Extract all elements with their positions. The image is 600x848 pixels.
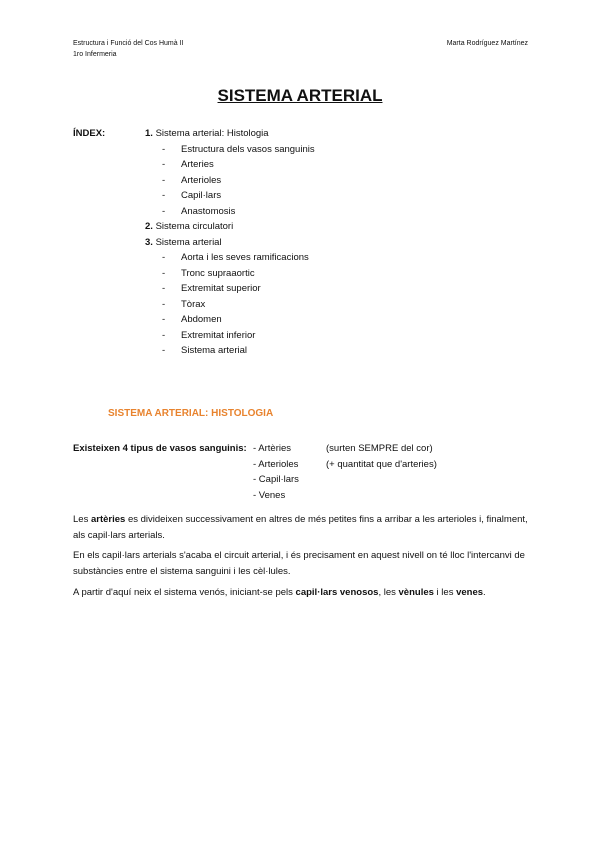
- paragraph-capillaries: En els capil·lars arterials s'acaba el circuit arterial, i és precisament en aquest nivell on té lloc l'intercanvi de substàncies entre el sistema sanguini i les cèl·lules.: [73, 550, 525, 577]
- toc-item: - Tòrax: [162, 298, 206, 310]
- toc-item-label: Sistema arterial: [181, 345, 247, 356]
- toc-section-number: 1.: [145, 128, 153, 139]
- paragraph-text: A partir d'aquí neix el sistema venós, iniciant-se pels: [73, 587, 296, 598]
- header-degree: 1ro Infermeria: [73, 51, 117, 58]
- toc-section-label: Sistema arterial: Histologia: [155, 128, 269, 139]
- toc-item: - Extremitat superior: [162, 283, 261, 294]
- toc-item-label: Abdomen: [181, 314, 222, 325]
- paragraph-text: i les: [433, 587, 457, 598]
- toc-item-label: Tronc supraaortic: [181, 267, 255, 279]
- paragraph-bold-term: capil·lars venosos: [295, 587, 379, 598]
- toc-item-label: Estructura dels vasos sanguinis: [181, 143, 315, 155]
- toc-item: - Estructura dels vasos sanguinis: [162, 143, 315, 155]
- toc-item: - Arteries: [162, 159, 214, 170]
- toc-item: - Sistema arterial: [162, 345, 247, 356]
- vessel-type-name: - Artèries: [253, 443, 292, 454]
- toc-item-label: Arteries: [181, 159, 214, 170]
- paragraph-venous-system: [73, 585, 528, 601]
- vessel-type-name: - Venes: [253, 489, 286, 501]
- paragraph-text: es divideixen successivament en altres de més petites fins a arribar a les arterioles i, finalment, als capil·lars arterials.: [73, 514, 528, 541]
- paragraph-bold-term: venes: [456, 587, 484, 598]
- toc-item-label: Capil·lars: [181, 190, 222, 201]
- page-title: SISTEMA ARTERIAL: [217, 86, 383, 105]
- toc-section: [145, 221, 315, 237]
- toc-item: - Aorta i les seves ramificacions: [162, 252, 309, 263]
- toc-item-label: Arterioles: [181, 174, 222, 186]
- paragraph-text: .: [483, 587, 486, 598]
- toc-item: - Capil·lars: [162, 190, 222, 201]
- toc-item-label: Extremitat superior: [181, 283, 261, 294]
- header-left: [73, 38, 184, 60]
- vessel-type: [253, 474, 437, 490]
- vessel-type: [253, 443, 437, 459]
- vessel-type-name: - Arterioles: [253, 458, 299, 470]
- toc-item-label: Anastomosis: [181, 205, 236, 217]
- vessel-type: [253, 490, 437, 506]
- vessel-type-note: (+ quantitat que d'arteries): [326, 458, 437, 470]
- header-author: Marta Rodríguez Martínez: [446, 40, 528, 47]
- toc-item-label: Extremitat inferior: [181, 329, 256, 341]
- vessel-type-note: (surten SEMPRE del cor): [326, 443, 433, 454]
- index-label: ÍNDEX:: [73, 128, 106, 139]
- toc-section: [145, 237, 315, 253]
- toc-item-label: Tòrax: [181, 298, 206, 310]
- toc-section-label: Sistema arterial: [155, 236, 222, 248]
- vessel-types-label: Existeixen 4 tipus de vasos sanguinis:: [73, 443, 247, 454]
- paragraph-text: , les: [378, 587, 399, 598]
- section-heading: SISTEMA ARTERIAL: HISTOLOGIA: [108, 408, 274, 419]
- toc-item: - Arterioles: [162, 174, 222, 186]
- toc-item-label: Aorta i les seves ramificacions: [181, 252, 309, 263]
- table-of-contents: [145, 128, 315, 361]
- toc-item: - Anastomosis: [162, 205, 236, 217]
- paragraph-bold-term: artèries: [90, 514, 126, 525]
- toc-item: - Extremitat inferior: [162, 329, 256, 341]
- paragraph-arteries: [73, 512, 528, 543]
- toc-section-number: 2.: [145, 221, 153, 232]
- vessel-type: [253, 459, 437, 475]
- vessel-type-name: - Capil·lars: [253, 474, 299, 485]
- vessel-types-list: [253, 443, 437, 505]
- toc-item: - Tronc supraaortic: [162, 267, 255, 279]
- paragraph-text: Les: [73, 514, 91, 525]
- toc-section-number: 3.: [145, 236, 153, 248]
- paragraph-bold-term: vènules: [398, 587, 434, 598]
- header-course: Estructura i Funció del Cos Humà II: [73, 40, 184, 47]
- toc-section-label: Sistema circulatori: [155, 221, 234, 232]
- toc-section: [145, 128, 315, 144]
- toc-item: - Abdomen: [162, 314, 222, 325]
